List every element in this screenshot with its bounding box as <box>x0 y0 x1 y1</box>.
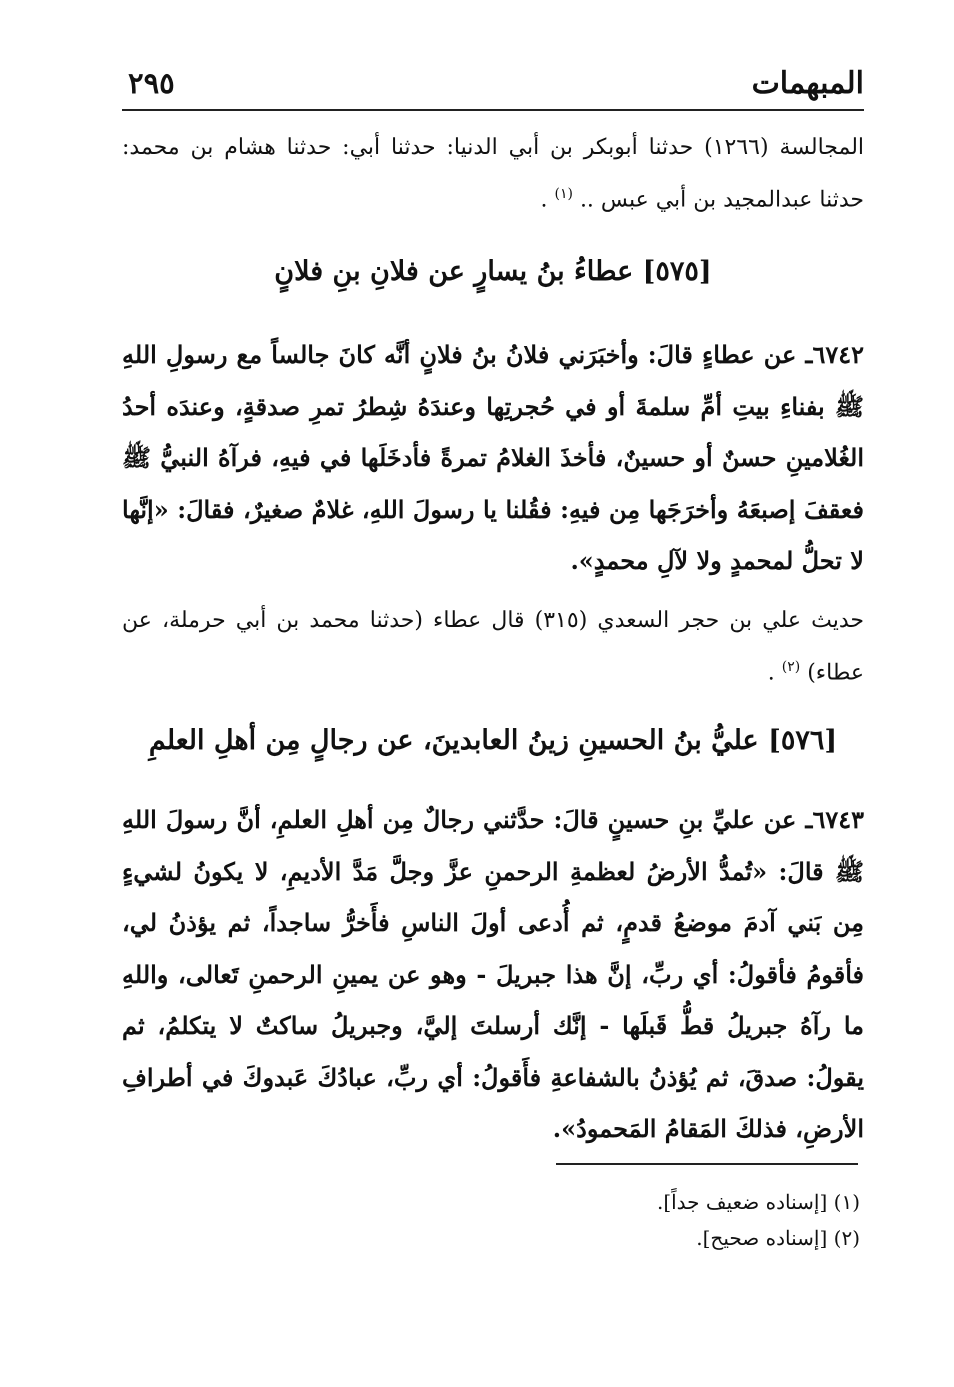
source-citation-1-end: . <box>540 187 548 213</box>
header-rule <box>122 109 864 111</box>
footnote-1-number: (١) <box>833 1190 860 1214</box>
section-heading-576: [٥٧٦] عليُّ بنُ الحسينِ زينُ العابدينَ، عن رجالٍ مِن أهلِ العلمِ <box>148 725 838 756</box>
source-citation-2 <box>122 597 864 696</box>
source-citation-1 <box>122 124 864 223</box>
footnote-ref-1: (١) <box>554 186 573 202</box>
footnote-ref-2: (٢) <box>781 659 801 675</box>
source-citation-2-end: . <box>767 660 775 686</box>
section-heading-575: [٥٧٥] عطاءُ بنُ يسارٍ عن فلانِ بنِ فلانٍ <box>274 256 712 287</box>
page-number: ٢٩٥ <box>128 66 175 100</box>
running-title: المبهمات <box>751 66 864 101</box>
hadith-6742: ٦٧٤٢ـ عن عطاءٍ قالَ: وأخبَرَني فلانُ بنُ فلانٍ أنَّه كانَ جالساً مع رسولِ اللهِ ﷺ بفناءِ بيتِ أمِّ سلمةَ أو في حُجرتِها وعندَهُ شِطرُ تمرِ صدقةٍ، وعندَه أحدُ الغُلامينِ حسنٌ أو حسينٌ، فأخذَ الغلامُ تمرةً فأدخَلَها في فيهِ، فرآهُ النبيُّ ﷺ فعقفَ إصبعَهُ وأخرَجَها مِن فيهِ: فقُلنا يا رسولَ اللهِ، غلامٌ صغيرٌ، فقالَ: «إنَّها لا تحلُّ لمحمدٍ ولا لآلِ محمدٍ». <box>122 340 865 575</box>
footnote-1-text: [إسناده ضعيف جداً]. <box>656 1190 828 1214</box>
footnote-1 <box>657 1190 860 1214</box>
footnote-2-number: (٢) <box>833 1226 860 1250</box>
footnote-2 <box>696 1226 860 1250</box>
footnote-separator <box>556 1163 858 1165</box>
source-citation-2-text: حديث علي بن حجر السعدي (٣١٥) قال عطاء (حدثنا محمد بن أبي حرملة، عن عطاء) <box>122 608 864 686</box>
footnote-2-text: [إسناده صحيح]. <box>696 1226 828 1250</box>
page-header <box>122 62 864 112</box>
source-citation-1-text: المجالسة (١٢٦٦) حدثنا أبوبكر بن أبي الدنيا: حدثنا أبي: حدثنا هشام بن محمد: حدثنا عبدالمجيد بن أبي عبس .. <box>122 135 865 213</box>
hadith-6743: ٦٧٤٣ـ عن عليِّ بنِ حسينٍ قالَ: حدَّثني رجالٌ مِن أهلِ العلمِ، أنَّ رسولَ اللهِ ﷺ قالَ: «تُمدُّ الأرضُ لعظمةِ الرحمنِ عزَّ وجلَّ مَدَّ الأديمِ، لا يكونُ لشيءٍ مِن بَني آدمَ موضعُ قدمٍ، ثم أُدعى أولَ الناسِ فأَخرُّ ساجداً، ثم يؤذنُ لي، فأقومُ فأقولُ: أي ربِّ، إنَّ هذا جبريلَ - وهو عن يمينِ الرحمنِ تَعالى، واللهِ ما رآهُ جبريلُ قطُّ قَبلَها - إنَّك أرسلتَ إليَّ، وجبريلُ ساكتٌ لا يتكلمُ، ثم يقولُ: صدقَ، ثم يُؤذنُ بالشفاعةِ فأَقولُ: أي ربِّ، عبادُكَ عَبدوكَ في أطرافِ الأرضِ، فذلكَ المَقامُ المَحمودُ». <box>122 805 864 1143</box>
